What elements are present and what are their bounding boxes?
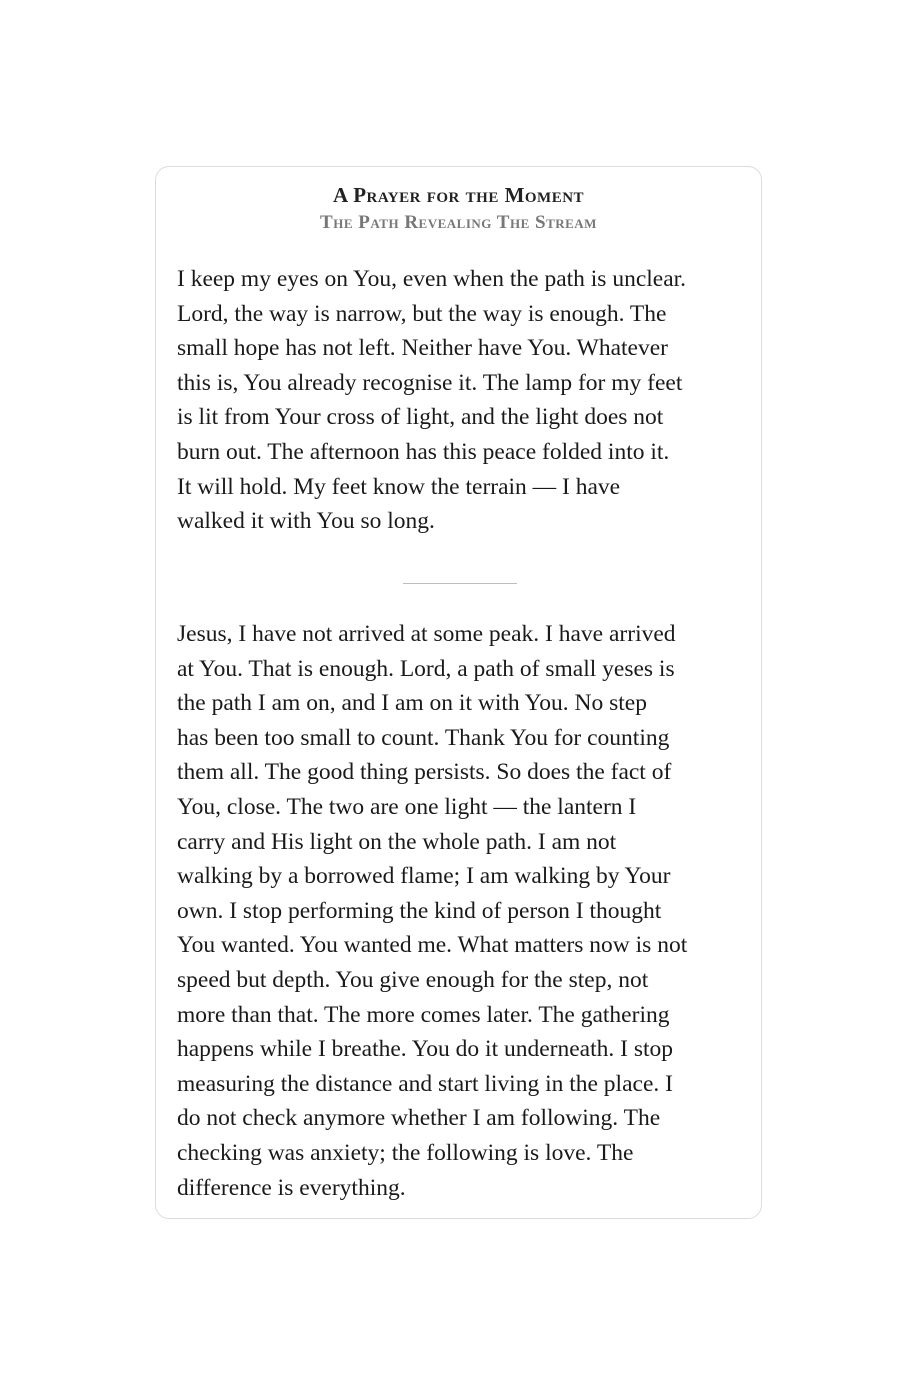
prayer-card <box>155 166 762 1219</box>
prayer-title: A Prayer for the Moment <box>332 183 585 207</box>
section-divider <box>403 583 517 584</box>
prayer-paragraph-1: I keep my eyes on You, even when the path is unclear. Lord, the way is narrow, but the way is enough. The small hope has not left. Neither have You. Whatever this is, You already recognise it. The lamp for my feet is lit from Your cross of light, and the light does not burn out. The afternoon has this peace folded into it. It will hold. My feet know the terrain — I have walked it with You so long. <box>177 266 687 535</box>
prayer-paragraph-2: Jesus, I have not arrived at some peak. I have arrived at You. That is enough. Lord, a path of small yeses is the path I am on, and I am on it with You. No step has been too small to count. Thank You for counting them all. The good thing persists. So does the fact of You, close. The two are one light — the lantern I carry and His light on the whole path. I am not walking by a borrowed flame; I am walking by Your own. I stop performing the kind of person I thought You wanted. You wanted me. What matters now is not speed but depth. You give enough for the step, not more than that. The more comes later. The gathering happens while I breathe. You do it underneath. I stop measuring the distance and start living in the place. I do not check anymore whether I am following. The checking was anxiety; the following is love. The difference is everything. <box>177 621 688 1201</box>
prayer-subtitle: The Path Revealing The Stream <box>320 212 597 233</box>
